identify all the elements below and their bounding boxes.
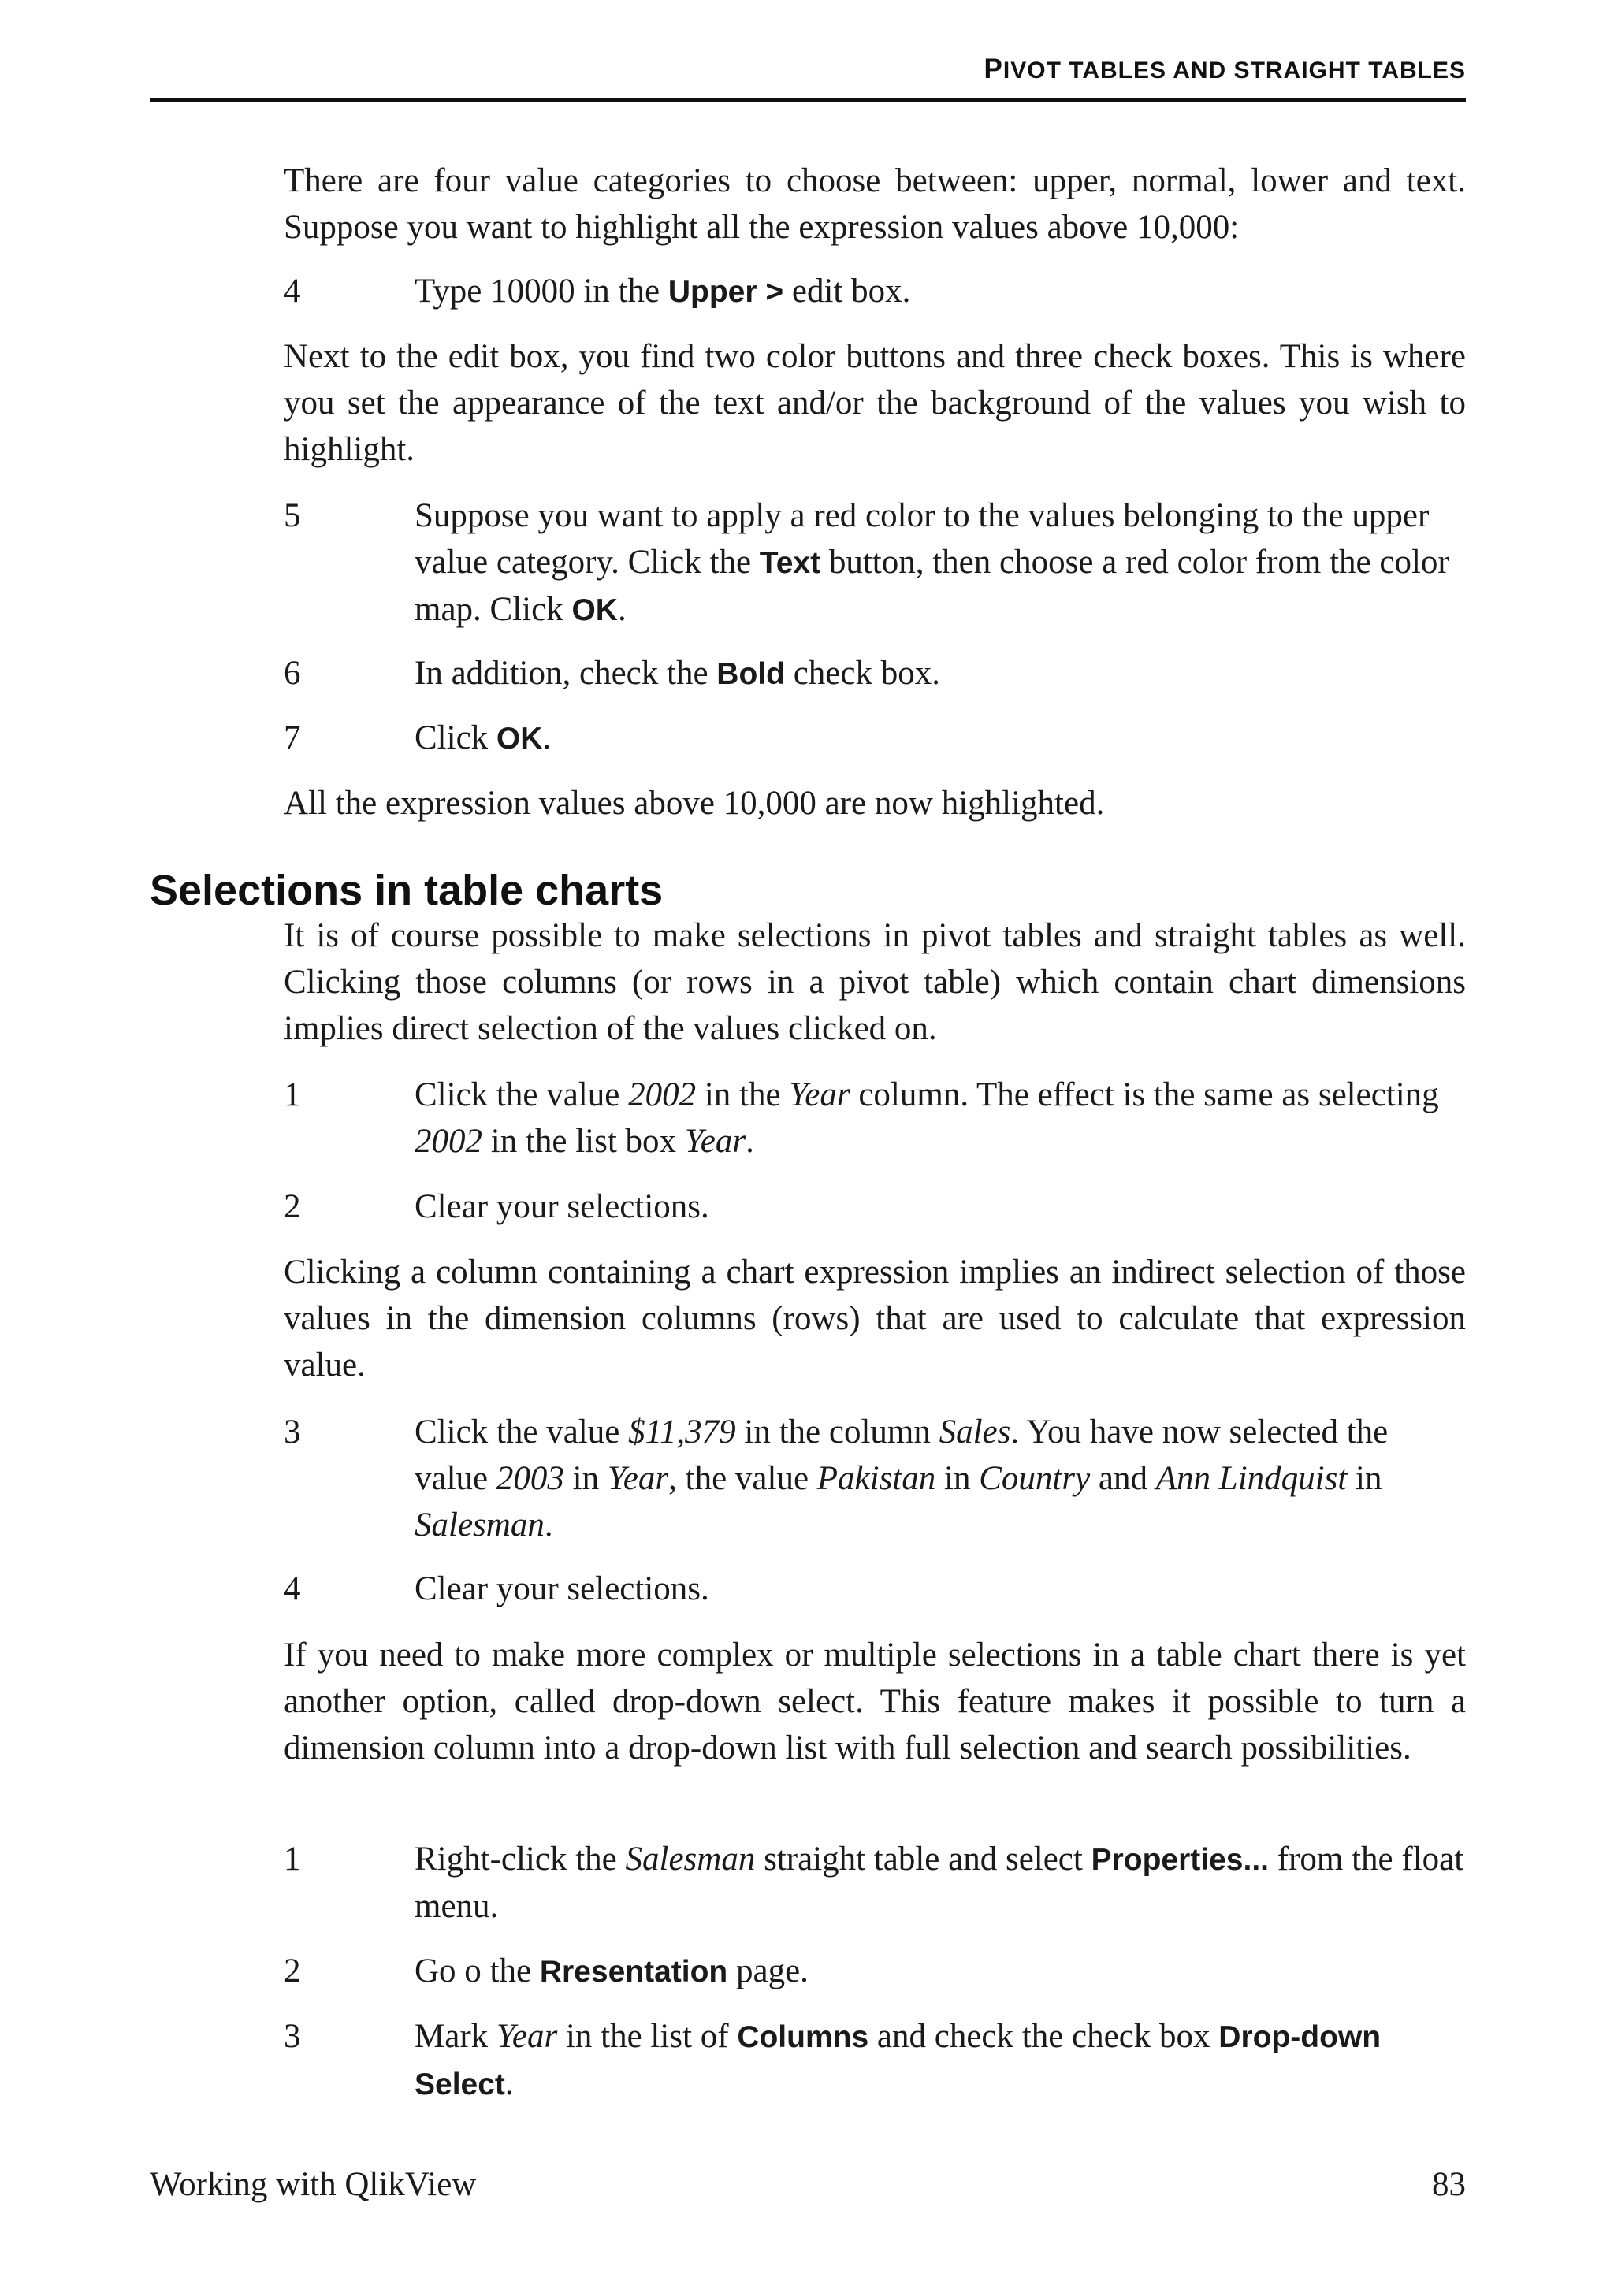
ui-term: Properties... bbox=[1091, 1843, 1270, 1877]
step-text: In addition, check the Bold check box. bbox=[415, 655, 940, 692]
step-number: 6 bbox=[284, 655, 301, 692]
intro-paragraph-3: All the expression values above 10,000 are now highlighted. bbox=[284, 785, 1105, 822]
step-number: 3 bbox=[284, 2018, 301, 2055]
ui-term: OK bbox=[571, 593, 618, 627]
footer-book-title: Working with QlikView bbox=[150, 2166, 477, 2203]
step-number: 3 bbox=[284, 1414, 301, 1451]
step-number: 2 bbox=[284, 1952, 301, 1989]
step-number: 7 bbox=[284, 719, 301, 756]
section-paragraph-3: If you need to make more complex or multiple selections in a table chart there is yet another option, called drop-down select. This feature makes it possible to turn a dimension column into a drop-down list with full selection and search possibilities. bbox=[284, 1637, 1466, 1767]
step-text: Clear your selections. bbox=[415, 1570, 709, 1607]
step-text: Type 10000 in the Upper > edit box. bbox=[415, 273, 911, 310]
step-number: 4 bbox=[284, 273, 301, 310]
step-text: Clear your selections. bbox=[415, 1188, 709, 1225]
header-title-rest: IVOT TABLES AND STRAIGHT TABLES bbox=[1002, 58, 1466, 84]
intro-paragraph-2: Next to the edit box, you find two color buttons and three check boxes. This is where you set the appearance of the text and/or the background of the values you wish to highlight. bbox=[284, 338, 1466, 468]
section-paragraph-1: It is of course possible to make selections in pivot tables and straight tables as well. Clicking those columns (or rows in a pivot table) which contain chart dimensions implies direct selection of the values clicked on. bbox=[284, 917, 1466, 1047]
ui-term: OK bbox=[496, 722, 543, 756]
step-text: Mark Year in the list of Columns and check the check box Drop-down Select. bbox=[415, 2018, 1382, 2102]
step-text: Click OK. bbox=[415, 719, 552, 756]
section-paragraph-2: Clicking a column containing a chart expression implies an indirect selection of those values in the dimension columns (rows) that are used to calculate that expression value. bbox=[284, 1254, 1466, 1384]
section-heading: Selections in table charts bbox=[150, 867, 664, 914]
step-text: Right-click the Salesman straight table and select Properties... from the float menu. bbox=[415, 1841, 1464, 1925]
step-number: 5 bbox=[284, 497, 301, 534]
running-header bbox=[150, 54, 1466, 85]
header-title-initial: P bbox=[984, 54, 1003, 84]
step-text: Click the value $11,379 in the column Sales. You have now selected the value 2003 in Year, the value Pakistan in Country and Ann Lindquist in Salesman. bbox=[415, 1414, 1389, 1544]
page-number: 83 bbox=[1432, 2166, 1466, 2203]
step-number: 1 bbox=[284, 1841, 301, 1878]
step-text: Suppose you want to apply a red color to the values belonging to the upper value category. Click the Text button, then choose a red color from the color map. Click OK. bbox=[415, 497, 1449, 628]
step-text: Click the value 2002 in the Year column. The effect is the same as selecting 2002 in the list box Year. bbox=[415, 1076, 1439, 1160]
ui-term: Rresentation bbox=[539, 1955, 728, 1989]
ui-term: Columns bbox=[737, 2020, 869, 2054]
step-text: Go o the Rresentation page. bbox=[415, 1952, 809, 1989]
step-number: 1 bbox=[284, 1076, 301, 1113]
step-number: 2 bbox=[284, 1188, 301, 1225]
intro-paragraph-1: There are four value categories to choose between: upper, normal, lower and text. Suppose you want to highlight all the expression values above 10,000: bbox=[284, 162, 1466, 246]
step-number: 4 bbox=[284, 1570, 301, 1607]
header-rule bbox=[150, 98, 1466, 102]
ui-term: Text bbox=[759, 546, 821, 580]
ui-term: Bold bbox=[716, 657, 785, 691]
ui-term: Drop-down Select bbox=[415, 2020, 1382, 2101]
ui-term: Upper > bbox=[668, 275, 784, 309]
